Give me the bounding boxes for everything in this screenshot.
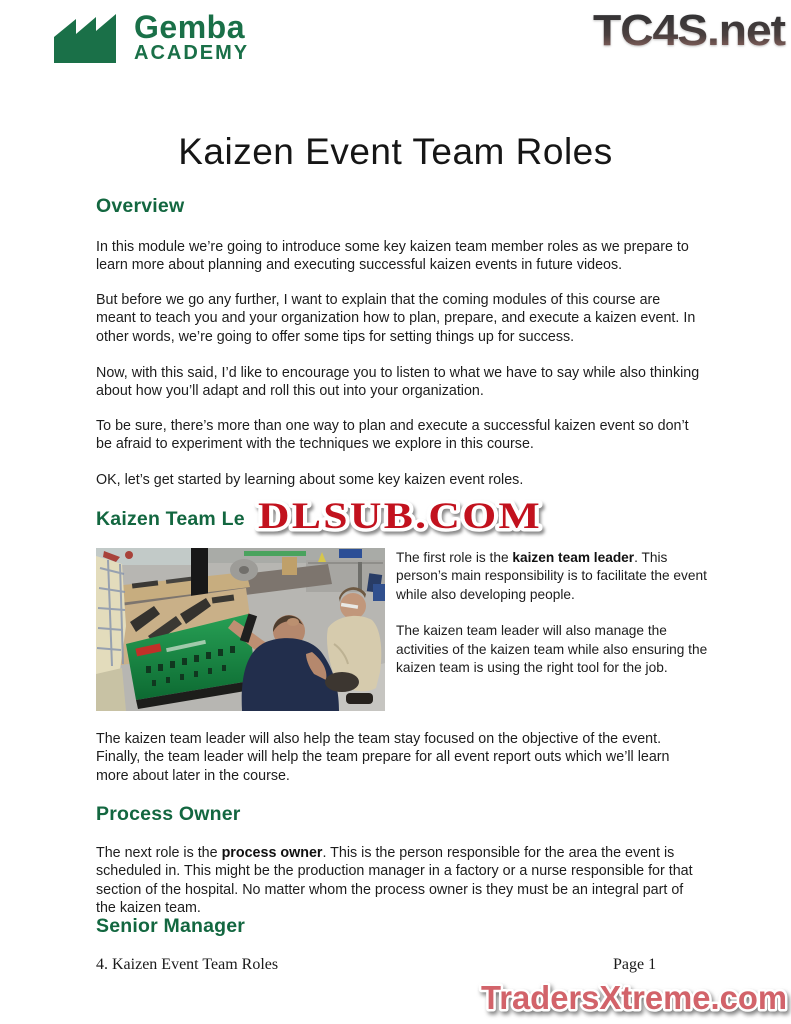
photo-person-plaid [96,556,126,711]
factory-icon [48,9,126,65]
side-p1-pre: The first role is the [396,550,513,565]
watermark-tradersxtreme [476,975,791,1024]
watermark-dlsub-text: DLSUB.COM [258,496,542,537]
watermark-tc4s [589,4,789,63]
page-title: Kaizen Event Team Roles [178,131,613,172]
watermark-tc4s-text: TC4S.net [593,6,787,55]
po-p-post: . This is the person responsible for the area the event is scheduled in. This might be the production manager in a factory or a nurse responsible for that section of the hospital. No matter whom the process owner is they must be an integral part of the kaizen team. [96,845,693,916]
watermark-tradersxtreme-text: TradersXtreme.com [481,979,787,1016]
process-owner-paragraph [96,844,702,917]
footer-document-title: 4. Kaizen Event Team Roles [96,956,279,973]
team-leader-side-text [396,549,710,695]
overview-paragraph-4: To be sure, there’s more than one way to plan and execute a successful kaizen event so don’t be afraid to experiment with the techniques we explore in this course. [96,418,689,453]
overview-paragraph-5: OK, let’s get started by learning about some key kaizen event roles. [96,472,524,488]
logo-word-gemba: Gemba [134,9,245,45]
footer-page-number: Page 1 [613,956,657,973]
overview-paragraph-3: Now, with this said, I’d like to encourage you to listen to what we have to say while also thinking about how you’ll adapt and roll this out into your organization. [96,365,700,400]
side-p1-post: . This person’s main responsibility is to facilitate the event while also developing people. [396,550,707,602]
logo-text [134,9,249,64]
gemba-academy-logo [48,9,249,65]
team-leader-paragraph-3: The kaizen team leader will also help the team stay focused on the objective of the event. Finally, the team leader will help the team prepare for all event report outs which we’ll learn more about later in the course. [96,731,670,784]
overview-paragraph-1: In this module we’re going to introduce some key kaizen team member roles as we prepare to learn more about planning and executing successful kaizen events in future videos. [96,239,689,274]
heading-senior-manager: Senior Manager [96,915,246,937]
po-p-pre: The next role is the [96,845,222,861]
watermark-dlsub [252,491,548,548]
heading-kaizen-team-leader: Kaizen Team Le [96,508,245,530]
side-p1-bold-term: kaizen team leader [512,550,635,565]
kaizen-workshop-photo [96,548,385,711]
team-leader-paragraph-1 [396,549,710,604]
po-p-bold-term: process owner [221,845,323,861]
logo-word-academy: ACADEMY [134,42,250,64]
team-leader-paragraph-2: The kaizen team leader will also manage the activities of the kaizen team while also ensuring the kaizen team is using the right tool for the job. [396,623,708,676]
overview-paragraph-2: But before we go any further, I want to explain that the coming modules of this course are meant to teach you and your organization how to plan, prepare, and execute a kaizen event. In other words, we’re going to offer some tips for setting things up for success. [96,292,696,345]
heading-process-owner: Process Owner [96,803,241,825]
heading-overview: Overview [96,195,185,217]
